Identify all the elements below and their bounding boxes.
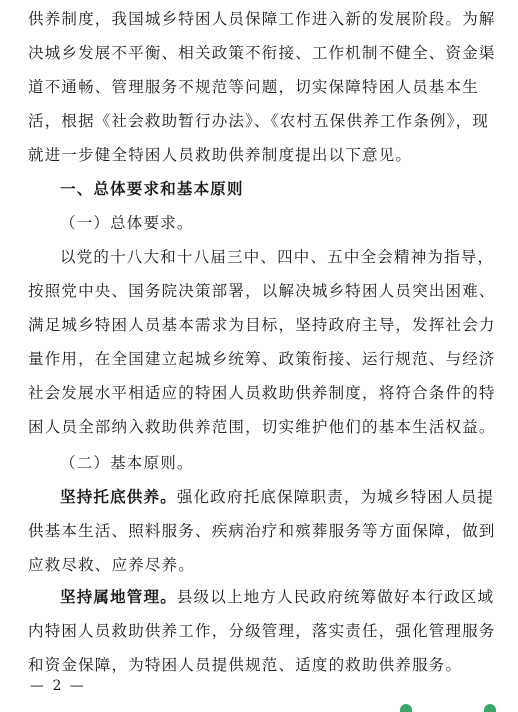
decorative-mark-icon [400, 704, 412, 712]
principle-paragraph-2 [28, 580, 496, 682]
section-heading: 一、总体要求和基本原则 [60, 180, 244, 198]
text-line: 供基本生活、照料服务、疾病治疗和殡葬服务等方面保障，做到 [28, 522, 496, 540]
subheading-general-requirements: （一）总体要求。 [60, 214, 194, 232]
principle-title: 坚持托底供养。 [60, 488, 177, 506]
text-line [28, 580, 496, 614]
principle-title: 坚持属地管理。 [60, 588, 177, 606]
text-line: 决城乡发展不平衡、相关政策不衔接、工作机制不健全、资金渠 [28, 44, 496, 62]
text-line [28, 480, 496, 514]
intro-paragraph [28, 2, 496, 172]
decorative-mark-icon [484, 704, 496, 712]
principle-paragraph-1 [28, 480, 496, 582]
text-line: 内特困人员救助供养工作，分级管理，落实责任，强化管理服务 [28, 622, 496, 640]
text-line: 按照党中央、国务院决策部署，以解决城乡特困人员突出困难、 [28, 282, 496, 300]
text-line: 满足城乡特困人员基本需求为目标，坚持政府主导，发挥社会力 [28, 316, 496, 334]
text-line: 以党的十八大和十八届三中、四中、五中全会精神为指导， [60, 248, 495, 266]
text-line: 和资金保障，为特困人员提供规范、适度的救助供养服务。 [28, 656, 463, 674]
subheading-basic-principles: （二）基本原则。 [60, 454, 194, 472]
text-line: 社会发展水平相适应的特困人员救助供养制度，将符合条件的特 [28, 384, 496, 402]
requirements-paragraph [28, 240, 496, 444]
text-line: 道不通畅、管理服务不规范等问题，切实保障特困人员基本生 [28, 78, 479, 96]
text-line: 量作用，在全国建立起城乡统筹、政策衔接、运行规范、与经济 [28, 350, 496, 368]
principle-text: 县级以上地方人民政府统筹做好本行政区域 [176, 588, 495, 606]
text-line: 应救尽救、应养尽养。 [28, 556, 196, 574]
page-number: — 2 — [30, 678, 86, 694]
text-line: 就进一步健全特困人员救助供养制度提出以下意见。 [28, 146, 413, 164]
text-line: 困人员全部纳入救助供养范围，切实维护他们的基本生活权益。 [28, 418, 496, 436]
text-line: 供养制度，我国城乡特困人员保障工作进入新的发展阶段。为解 [28, 10, 496, 28]
text-line: 活，根据《社会救助暂行办法》、《农村五保供养工作条例》，现 [28, 112, 490, 130]
principle-text: 强化政府托底保障职责，为城乡特困人员提 [176, 488, 495, 506]
